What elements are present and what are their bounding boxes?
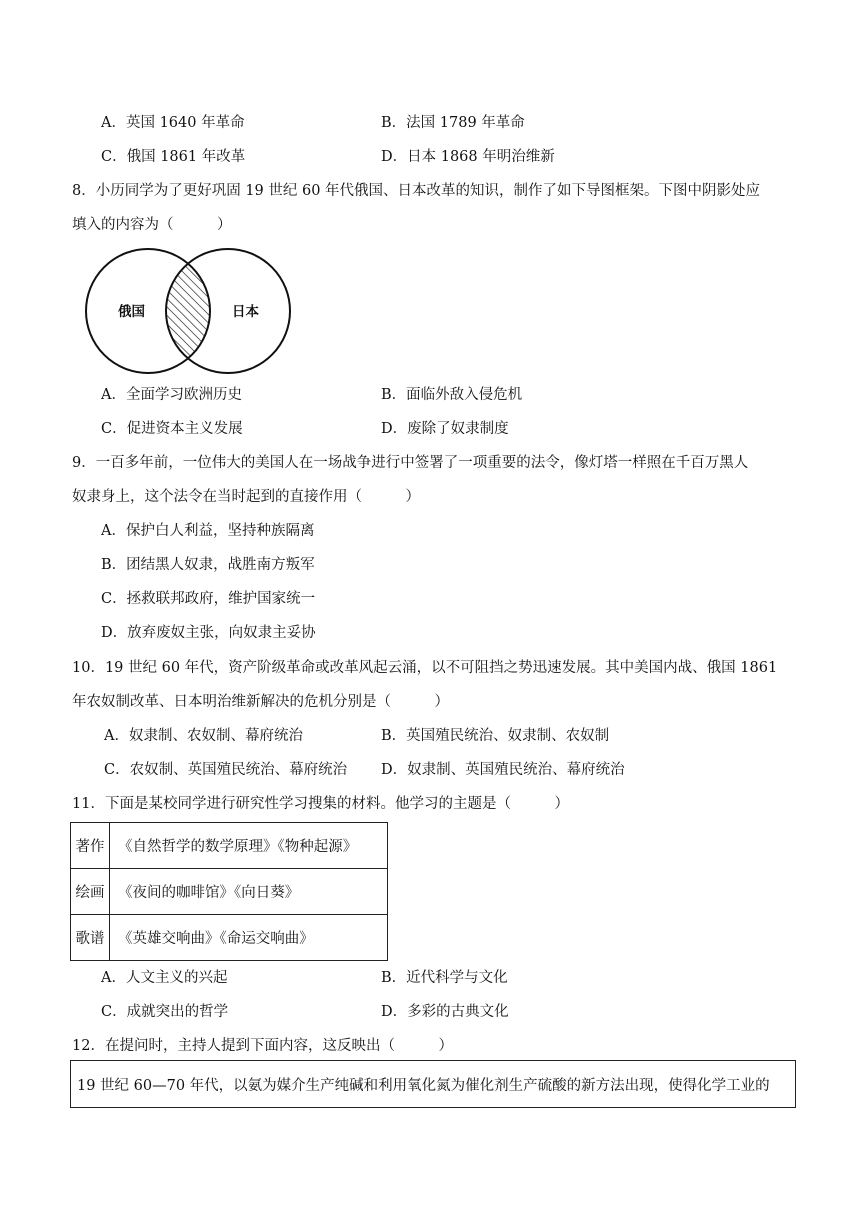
q9-stem-line1: 9．一百多年前，一位伟大的美国人在一场战争进行中签署了一项重要的法令，像灯塔一样照在千百万黑人 <box>72 455 749 471</box>
venn-label-right: 日本 <box>232 304 259 320</box>
q8-stem-line2: 填入的内容为（ ） <box>72 217 232 233</box>
q7-option-b: B．法国 1789 年革命 <box>381 115 525 131</box>
venn-diagram <box>82 248 294 376</box>
q8-stem-line1: 8．小历同学为了更好巩固 19 世纪 60 年代俄国、日本改革的知识，制作了如下导图框架。下图中阴影处应 <box>72 183 761 199</box>
q10-option-b: B．英国殖民统治、奴隶制、农奴制 <box>381 728 610 744</box>
q8-option-a: A．全面学习欧洲历史 <box>101 387 242 403</box>
q10-option-a: A．奴隶制、农奴制、幕府统治 <box>104 728 303 744</box>
q11-option-b: B．近代科学与文化 <box>381 970 508 986</box>
q12-material-box <box>70 1060 796 1108</box>
q9-option-c: C．拯救联邦政府，维护国家统一 <box>101 591 316 607</box>
table-cell-key: 绘画 <box>71 869 110 915</box>
q8-option-b: B．面临外敌入侵危机 <box>381 387 523 403</box>
q9-stem-line2: 奴隶身上，这个法令在当时起到的直接作用（ ） <box>72 489 420 505</box>
q9-option-d: D．放弃废奴主张，向奴隶主妥协 <box>101 625 316 641</box>
table-row <box>71 869 388 915</box>
q7-option-c: C．俄国 1861 年改革 <box>101 149 246 165</box>
q9-option-a: A．保护白人利益，坚持种族隔离 <box>101 523 315 539</box>
table-cell-value: 《夜间的咖啡馆》《向日葵》 <box>110 869 388 915</box>
table-cell-key: 歌谱 <box>71 915 110 961</box>
q10-stem-line1: 10．19 世纪 60 年代，资产阶级革命或改革风起云涌，以不可阻挡之势迅速发展。其中美国内战、俄国 1861 <box>72 660 778 676</box>
table-cell-value: 《自然哲学的数学原理》《物种起源》 <box>110 823 388 869</box>
q7-option-a: A．英国 1640 年革命 <box>101 115 245 131</box>
q9-option-b: B．团结黑人奴隶，战胜南方叛军 <box>101 557 315 573</box>
table-row <box>71 915 388 961</box>
q12-stem: 12．在提问时，主持人提到下面内容，这反映出（ ） <box>72 1038 453 1054</box>
table-cell-value: 《英雄交响曲》《命运交响曲》 <box>110 915 388 961</box>
q10-option-d: D．奴隶制、英国殖民统治、幕府统治 <box>381 762 625 778</box>
q11-stem: 11．下面是某校同学进行研究性学习搜集的材料。他学习的主题是（ ） <box>72 796 569 812</box>
q11-option-c: C．成就突出的哲学 <box>101 1004 229 1020</box>
q8-option-d: D．废除了奴隶制度 <box>381 421 509 437</box>
table-cell-key: 著作 <box>71 823 110 869</box>
q11-option-d: D．多彩的古典文化 <box>381 1004 509 1020</box>
q10-stem-line2: 年农奴制改革、日本明治维新解决的危机分别是（ ） <box>72 694 449 710</box>
table-row <box>71 823 388 869</box>
q8-option-c: C．促进资本主义发展 <box>101 421 243 437</box>
q7-option-d: D．日本 1868 年明治维新 <box>381 149 555 165</box>
q11-material-table <box>70 822 388 961</box>
q11-option-a: A．人文主义的兴起 <box>101 970 228 986</box>
q10-option-c: C．农奴制、英国殖民统治、幕府统治 <box>104 762 348 778</box>
q12-material-text: 19 世纪 60—70 年代，以氨为媒介生产纯碱和利用氧化氮为催化剂生产硫酸的新方法出现，使得化学工业的 <box>77 1078 770 1094</box>
venn-label-left: 俄国 <box>118 304 145 320</box>
